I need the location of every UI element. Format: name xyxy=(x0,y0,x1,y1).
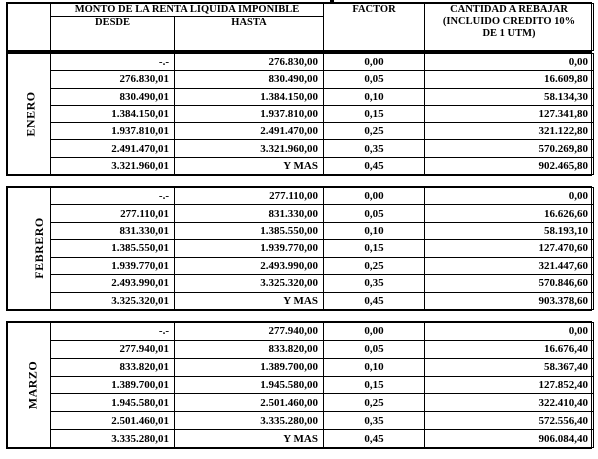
month-label: ENERO xyxy=(23,90,38,137)
desde-cell: -.- xyxy=(51,54,175,71)
rebajar-cell: 321.122,80 xyxy=(425,123,594,140)
desde-cell: -.- xyxy=(51,323,175,341)
table-row xyxy=(8,257,594,274)
month-label: FEBRERO xyxy=(31,217,46,279)
header-monto-label: MONTO DE LA RENTA LIQUIDA IMPONIBLE xyxy=(51,4,324,17)
table-row xyxy=(8,376,594,394)
factor-cell: 0,25 xyxy=(324,257,425,274)
hasta-cell: 2.493.990,00 xyxy=(175,257,324,274)
month-label: MARZO xyxy=(25,360,40,409)
rebajar-cell: 322.410,40 xyxy=(425,394,594,412)
header-month-blank xyxy=(8,4,51,51)
tax-table-enero xyxy=(7,53,594,175)
desde-cell: 3.321.960,01 xyxy=(51,157,175,174)
table-row xyxy=(8,412,594,430)
rebajar-cell: 16.609,80 xyxy=(425,71,594,88)
factor-cell: 0,35 xyxy=(324,275,425,292)
table-header xyxy=(6,2,592,52)
factor-cell: 0,15 xyxy=(324,376,425,394)
desde-cell: 833.820,01 xyxy=(51,358,175,376)
rebajar-cell: 572.556,40 xyxy=(425,412,594,430)
factor-cell: 0,35 xyxy=(324,140,425,157)
factor-cell: 0,10 xyxy=(324,358,425,376)
hasta-cell: 277.110,00 xyxy=(175,188,324,205)
table-row xyxy=(8,205,594,222)
table-row xyxy=(8,140,594,157)
hasta-cell: 3.325.320,00 xyxy=(175,275,324,292)
desde-cell: 1.937.810,01 xyxy=(51,123,175,140)
table-row xyxy=(8,188,594,205)
rebajar-cell: 570.846,60 xyxy=(425,275,594,292)
factor-cell: 0,45 xyxy=(324,292,425,309)
rebajar-cell: 127.341,80 xyxy=(425,105,594,122)
hasta-cell: 276.830,00 xyxy=(175,54,324,71)
factor-cell: 0,10 xyxy=(324,222,425,239)
table-row xyxy=(8,222,594,239)
hasta-cell: Y MAS xyxy=(175,430,324,448)
hasta-cell: 1.937.810,00 xyxy=(175,105,324,122)
hasta-cell: 833.820,00 xyxy=(175,340,324,358)
rebajar-cell: 0,00 xyxy=(425,323,594,341)
hasta-cell: 1.939.770,00 xyxy=(175,240,324,257)
desde-cell: 2.491.470,01 xyxy=(51,140,175,157)
factor-cell: 0,10 xyxy=(324,88,425,105)
hasta-cell: 1.385.550,00 xyxy=(175,222,324,239)
table-row xyxy=(8,394,594,412)
desde-cell: 1.385.550,01 xyxy=(51,240,175,257)
table-row xyxy=(8,71,594,88)
hasta-cell: 1.389.700,00 xyxy=(175,358,324,376)
month-block-enero xyxy=(6,52,592,176)
table-row xyxy=(8,275,594,292)
table-row xyxy=(8,358,594,376)
factor-cell: 0,05 xyxy=(324,71,425,88)
header-factor-label: FACTOR xyxy=(324,4,425,51)
rebajar-cell: 902.465,80 xyxy=(425,157,594,174)
desde-cell: 1.384.150,01 xyxy=(51,105,175,122)
table-row xyxy=(8,240,594,257)
factor-cell: 0,15 xyxy=(324,105,425,122)
hasta-cell: 1.945.580,00 xyxy=(175,376,324,394)
table-row xyxy=(8,105,594,122)
factor-cell: 0,25 xyxy=(324,123,425,140)
header-desde-label: DESDE xyxy=(51,17,175,51)
hasta-cell: Y MAS xyxy=(175,292,324,309)
table-row xyxy=(8,323,594,341)
block-separator xyxy=(6,176,592,186)
factor-cell: 0,05 xyxy=(324,205,425,222)
factor-cell: 0,45 xyxy=(324,430,425,448)
month-label-cell xyxy=(8,54,51,175)
desde-cell: 2.501.460,01 xyxy=(51,412,175,430)
hasta-cell: 1.384.150,00 xyxy=(175,88,324,105)
rebajar-cell: 321.447,60 xyxy=(425,257,594,274)
block-separator xyxy=(6,311,592,321)
desde-cell: 2.493.990,01 xyxy=(51,275,175,292)
table-row xyxy=(8,157,594,174)
hasta-cell: 3.335.280,00 xyxy=(175,412,324,430)
month-label-cell xyxy=(8,323,51,448)
desde-cell: 277.110,01 xyxy=(51,205,175,222)
header-hasta-label: HASTA xyxy=(175,17,324,51)
header-cantidad-line2: (INCLUIDO CREDITO 10% xyxy=(442,16,576,27)
tax-table-febrero xyxy=(7,187,594,310)
rebajar-cell: 570.269,80 xyxy=(425,140,594,157)
factor-cell: 0,00 xyxy=(324,54,425,71)
factor-cell: 0,00 xyxy=(324,323,425,341)
month-block-marzo xyxy=(6,321,592,449)
desde-cell: 1.939.770,01 xyxy=(51,257,175,274)
desde-cell: 831.330,01 xyxy=(51,222,175,239)
hasta-cell: 2.501.460,00 xyxy=(175,394,324,412)
desde-cell: 830.490,01 xyxy=(51,88,175,105)
rebajar-cell: 58.367,40 xyxy=(425,358,594,376)
desde-cell: 277.940,01 xyxy=(51,340,175,358)
rebajar-cell: 906.084,40 xyxy=(425,430,594,448)
rebajar-cell: 16.626,60 xyxy=(425,205,594,222)
desde-cell: 3.335.280,01 xyxy=(51,430,175,448)
table-row xyxy=(8,430,594,448)
hasta-cell: 3.321.960,00 xyxy=(175,140,324,157)
rebajar-cell: 58.134,30 xyxy=(425,88,594,105)
factor-cell: 0,15 xyxy=(324,240,425,257)
table-row xyxy=(8,88,594,105)
rebajar-cell: 16.676,40 xyxy=(425,340,594,358)
header-cantidad-label xyxy=(425,4,594,51)
rebajar-cell: 58.193,10 xyxy=(425,222,594,239)
hasta-cell: Y MAS xyxy=(175,157,324,174)
desde-cell: 3.325.320,01 xyxy=(51,292,175,309)
rebajar-cell: 127.470,60 xyxy=(425,240,594,257)
header-cantidad-line3: DE 1 UTM) xyxy=(482,28,536,39)
desde-cell: 276.830,01 xyxy=(51,71,175,88)
factor-cell: 0,45 xyxy=(324,157,425,174)
hasta-cell: 277.940,00 xyxy=(175,323,324,341)
table-row xyxy=(8,292,594,309)
hasta-cell: 830.490,00 xyxy=(175,71,324,88)
factor-cell: 0,00 xyxy=(324,188,425,205)
factor-cell: 0,35 xyxy=(324,412,425,430)
desde-cell: -.- xyxy=(51,188,175,205)
factor-cell: 0,05 xyxy=(324,340,425,358)
month-label-cell xyxy=(8,188,51,310)
hasta-cell: 831.330,00 xyxy=(175,205,324,222)
desde-cell: 1.389.700,01 xyxy=(51,376,175,394)
table-row xyxy=(8,54,594,71)
rebajar-cell: 0,00 xyxy=(425,188,594,205)
header-cantidad-line1: CANTIDAD A REBAJAR xyxy=(450,4,568,15)
factor-cell: 0,25 xyxy=(324,394,425,412)
tax-table-marzo xyxy=(7,322,594,448)
rebajar-cell: 127.852,40 xyxy=(425,376,594,394)
table-row xyxy=(8,123,594,140)
table-row xyxy=(8,340,594,358)
rebajar-cell: 0,00 xyxy=(425,54,594,71)
hasta-cell: 2.491.470,00 xyxy=(175,123,324,140)
desde-cell: 1.945.580,01 xyxy=(51,394,175,412)
rebajar-cell: 903.378,60 xyxy=(425,292,594,309)
month-block-febrero xyxy=(6,186,592,311)
